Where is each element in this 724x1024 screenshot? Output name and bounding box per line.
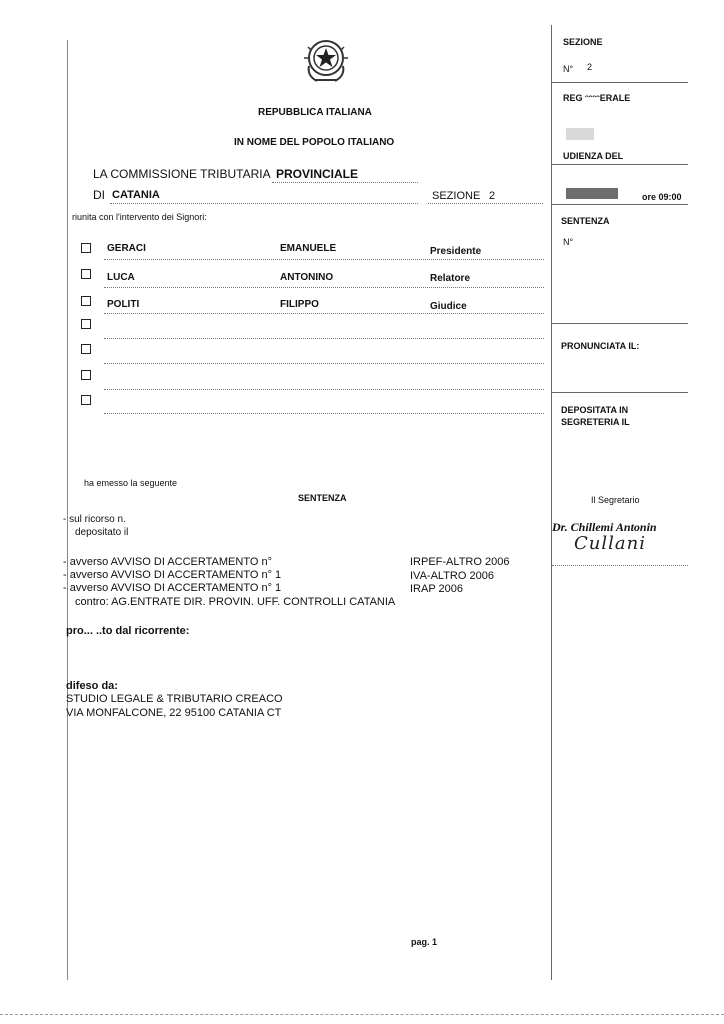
member-row-line [104, 338, 544, 339]
sidebar-sezione-no-label: N° [563, 64, 574, 74]
sidebar-depositata-1: DEPOSITATA IN [561, 405, 629, 415]
member-checkbox-4[interactable] [81, 319, 91, 329]
member-row-line [104, 259, 544, 260]
sidebar-sezione-no: 2 [587, 62, 593, 72]
sidebar-rule [552, 204, 688, 205]
commission-city-prefix: DI [93, 188, 105, 202]
commission-city: CATANIA [112, 189, 160, 201]
commission-prefix: LA COMMISSIONE TRIBUTARIA [93, 167, 271, 181]
studio-name: STUDIO LEGALE & TRIBUTARIO CREACO [66, 693, 283, 705]
sidebar-divider [551, 25, 552, 980]
member-row-line [104, 313, 544, 314]
intro-text: riunita con l'intervento dei Signori: [72, 212, 207, 222]
avviso-line: - avverso AVVISO DI ACCERTAMENTO n° [63, 556, 272, 568]
member-checkbox-1[interactable] [81, 243, 91, 253]
contro-text: contro: AG.ENTRATE DIR. PROVIN. UFF. CONTROLLI CATANIA [75, 596, 396, 608]
avviso-tax: IVA-ALTRO 2006 [410, 570, 494, 582]
member-checkbox-7[interactable] [81, 395, 91, 405]
avviso-line: - avverso AVVISO DI ACCERTAMENTO n° 1 [63, 582, 282, 594]
header-title: REPUBBLICA ITALIANA [258, 107, 372, 118]
member-row-line [104, 287, 544, 288]
avviso-line: - avverso AVVISO DI ACCERTAMENTO n° 1 [63, 569, 282, 581]
left-border [67, 40, 68, 980]
ricorso-text: - sul ricorso n. [63, 514, 126, 525]
commission-type: PROVINCIALE [276, 167, 359, 181]
member-checkbox-6[interactable] [81, 370, 91, 380]
member-row-line [104, 363, 544, 364]
member-role: Presidente [430, 246, 482, 257]
emesso-text: ha emesso la seguente [84, 478, 178, 488]
member-role: Relatore [430, 273, 471, 284]
sidebar-rule [552, 323, 688, 324]
section-number: 2 [489, 190, 496, 202]
member-surname: GERACI [107, 243, 146, 254]
sentenza-heading: SENTENZA [298, 493, 347, 503]
studio-address: VIA MONFALCONE, 22 95100 CATANIA CT [66, 707, 282, 719]
section-label: SEZIONE [432, 190, 481, 202]
sidebar-rule [552, 164, 688, 165]
sidebar-sentenza-no-label: N° [563, 237, 574, 247]
sidebar-rule [552, 392, 688, 393]
difeso-label: difeso da: [66, 680, 118, 692]
member-name: FILIPPO [280, 299, 319, 310]
signature-handwritten: Cullani [574, 533, 646, 554]
proposto-label: pro... ..to dal ricorrente: [66, 625, 190, 637]
member-row-line [104, 413, 544, 414]
sidebar-ore: ore 09:00 [642, 192, 682, 202]
sidebar-sentenza-label: SENTENZA [561, 216, 610, 226]
depositato-text: depositato il [75, 527, 129, 538]
member-checkbox-3[interactable] [81, 296, 91, 306]
avviso-tax: IRAP 2006 [410, 583, 464, 595]
sidebar-segretario: Il Segretario [591, 495, 640, 505]
member-role: Giudice [430, 301, 467, 312]
member-surname: LUCA [107, 272, 135, 283]
page-number: pag. 1 [411, 937, 438, 947]
member-row-line [104, 389, 544, 390]
avviso-tax: IRPEF-ALTRO 2006 [410, 556, 510, 568]
section-underline [428, 203, 543, 204]
sidebar-rule [552, 565, 688, 566]
member-surname: POLITI [107, 299, 140, 310]
sidebar-rule [552, 82, 688, 83]
sidebar-depositata-2: SEGRETERIA IL [561, 417, 630, 427]
commission-underline [272, 182, 418, 183]
sidebar-sezione-label: SEZIONE [563, 37, 603, 47]
city-underline [110, 203, 418, 204]
sidebar-reg-generale: REG ᵔᵔᵔᵔERALE [563, 93, 631, 103]
member-checkbox-5[interactable] [81, 344, 91, 354]
member-name: ANTONINO [280, 272, 334, 283]
udienza-date-redaction [566, 188, 618, 199]
signature-stamp: Dr. Chillemi Antonin [552, 520, 657, 534]
member-checkbox-2[interactable] [81, 269, 91, 279]
sidebar-pronunciata: PRONUNCIATA IL: [561, 341, 640, 351]
sidebar-redaction [566, 128, 594, 140]
bottom-edge [0, 1014, 724, 1015]
header-subtitle: IN NOME DEL POPOLO ITALIANO [234, 137, 395, 148]
sidebar-udienza-label: UDIENZA DEL [563, 151, 624, 161]
member-name: EMANUELE [280, 243, 337, 254]
emblem-repubblica [303, 36, 349, 86]
